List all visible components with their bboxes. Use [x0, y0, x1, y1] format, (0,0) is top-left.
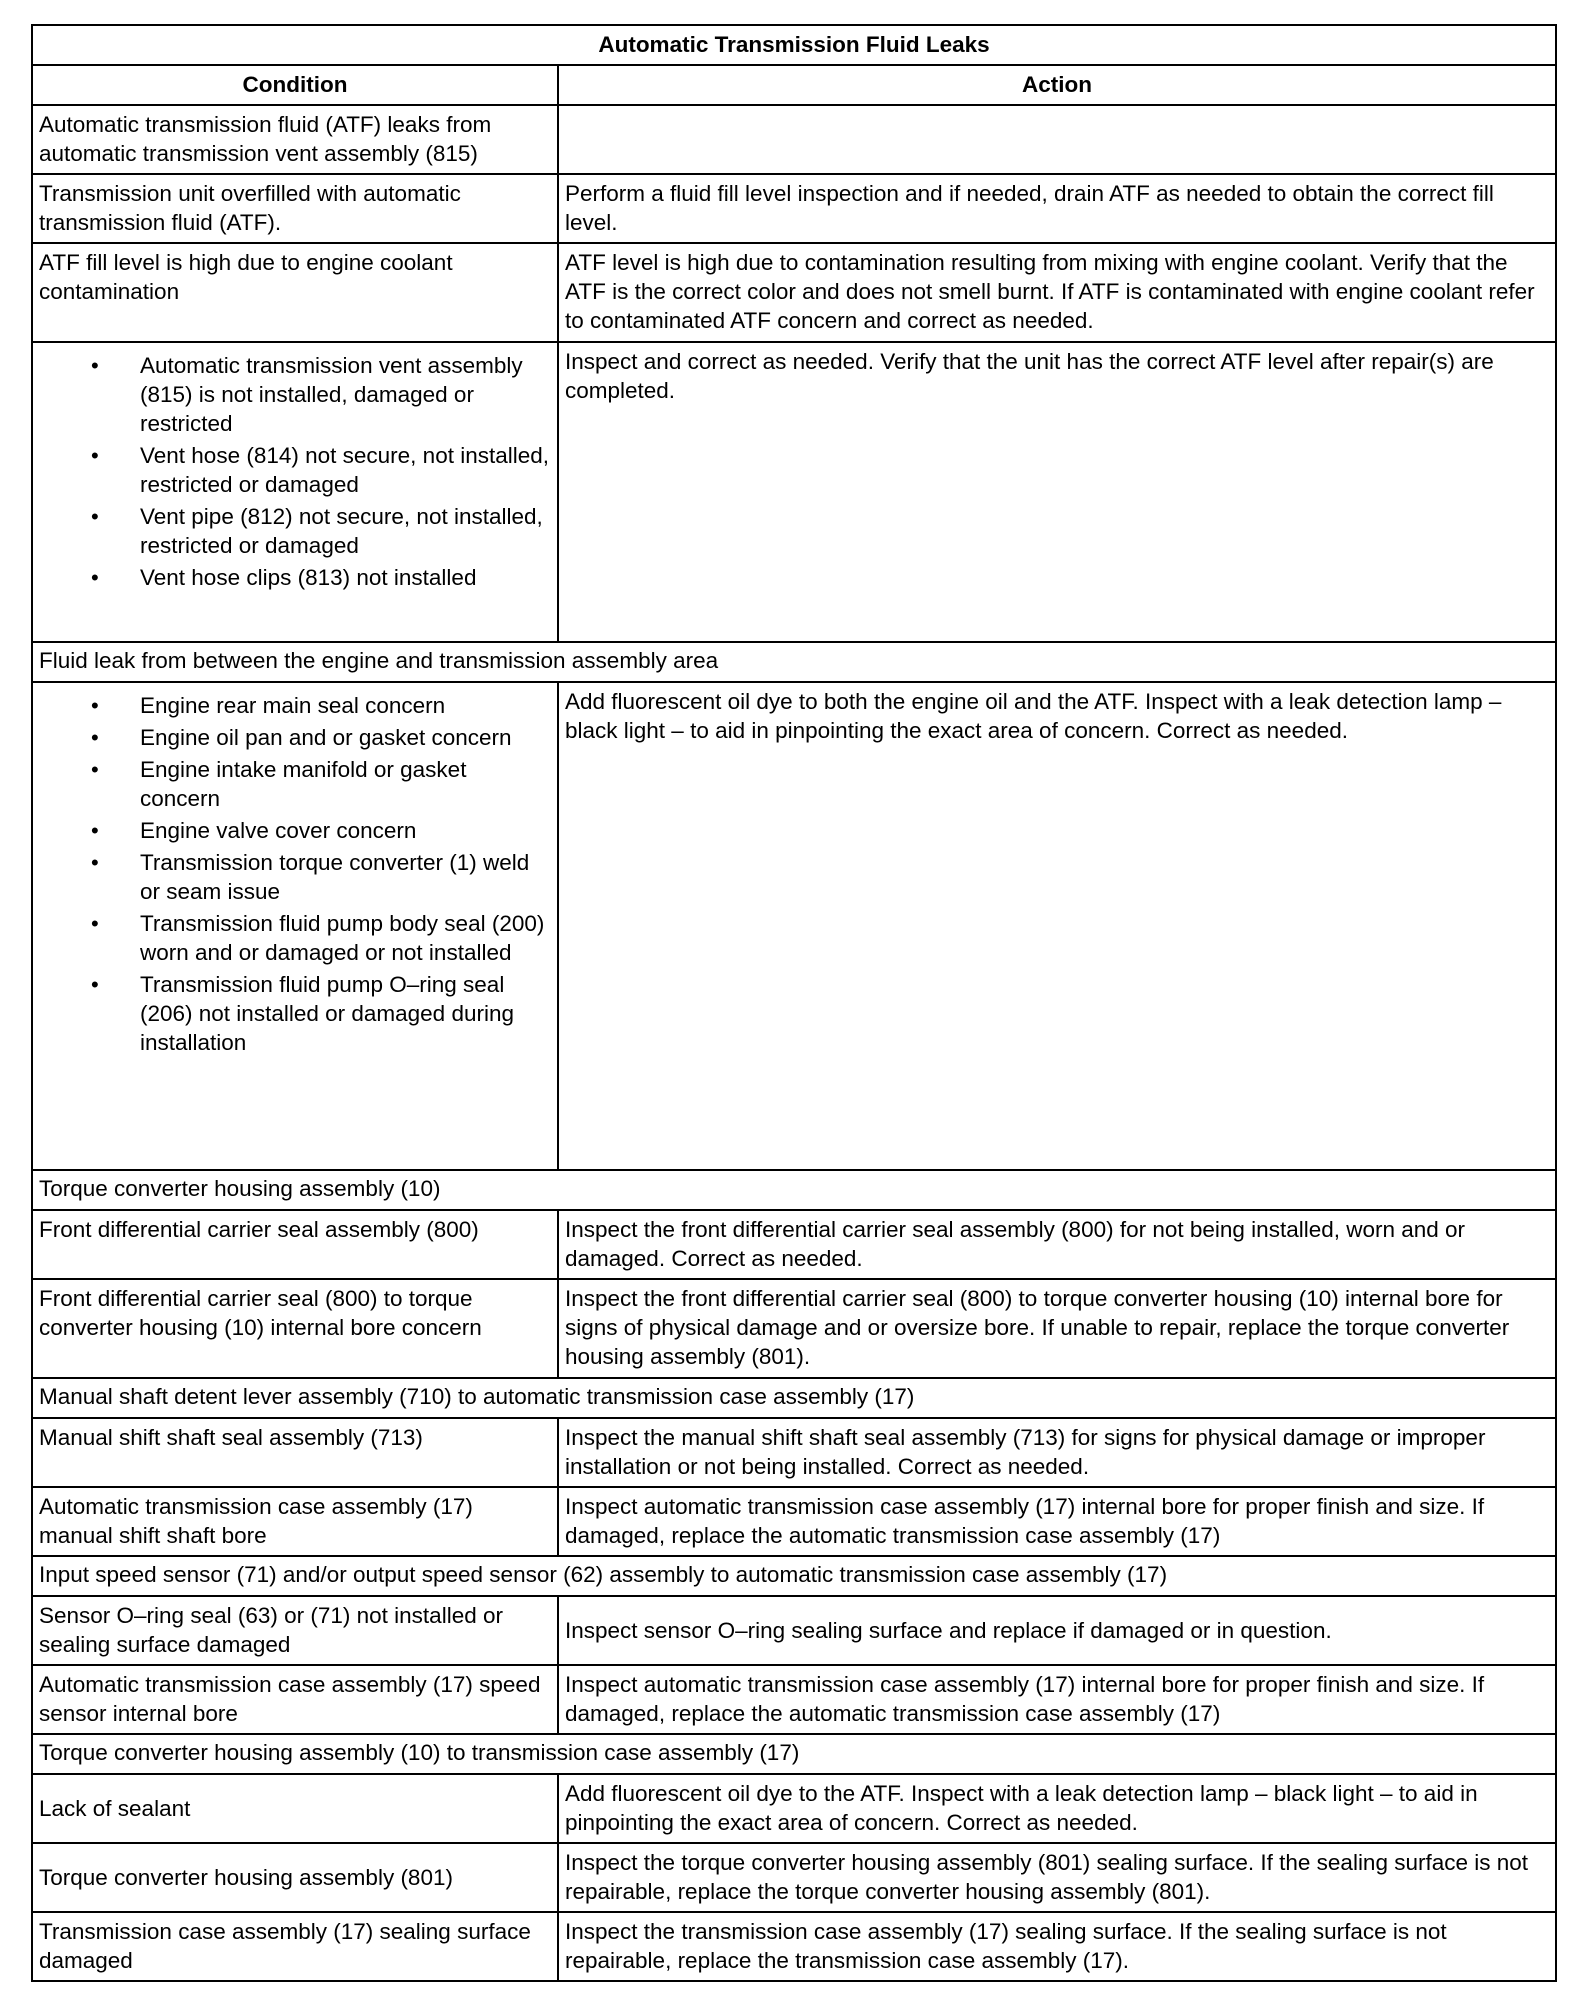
table-row — [32, 1665, 1556, 1734]
table-row — [32, 1210, 1556, 1279]
action-cell: ATF level is high due to contamination resulting from mixing with engine coolant. Verify that the ATF is the correct color and does not smell burnt. If ATF is contaminated with engine coolant refer to contaminated ATF concern and correct as needed. — [558, 243, 1556, 342]
condition-cell: Front differential carrier seal (800) to torque converter housing (10) internal bore concern — [32, 1279, 558, 1378]
table-row — [32, 243, 1556, 342]
list-item: • Vent hose (814) not secure, not installed, restricted or damaged — [39, 441, 551, 499]
table-row — [32, 1843, 1556, 1912]
condition-cell: ATF fill level is high due to engine coolant contamination — [32, 243, 558, 342]
section-row — [32, 1170, 1556, 1210]
action-cell: Inspect the front differential carrier seal assembly (800) for not being installed, worn and or damaged. Correct as needed. — [558, 1210, 1556, 1279]
list-item: • Vent pipe (812) not secure, not installed, restricted or damaged — [39, 502, 551, 560]
list-item: • Transmission torque converter (1) weld or seam issue — [39, 848, 551, 906]
condition-cell: Automatic transmission case assembly (17) manual shift shaft bore — [32, 1487, 558, 1556]
section-heading: Torque converter housing assembly (10) to transmission case assembly (17) — [32, 1734, 1556, 1774]
condition-cell: Automatic transmission fluid (ATF) leaks from automatic transmission vent assembly (815) — [32, 105, 558, 174]
action-cell: Perform a fluid fill level inspection and if needed, drain ATF as needed to obtain the correct fill level. — [558, 174, 1556, 243]
table-row — [32, 1418, 1556, 1487]
condition-cell: Manual shift shaft seal assembly (713) — [32, 1418, 558, 1487]
list-item: • Engine rear main seal concern — [39, 691, 551, 720]
action-cell: Inspect the torque converter housing assembly (801) sealing surface. If the sealing surface is not repairable, replace the torque converter housing assembly (801). — [558, 1843, 1556, 1912]
action-cell: Add fluorescent oil dye to both the engine oil and the ATF. Inspect with a leak detection lamp – black light – to aid in pinpointing the exact area of concern. Correct as needed. — [558, 682, 1556, 1170]
action-cell: Inspect the transmission case assembly (17) sealing surface. If the sealing surface is not repairable, replace the transmission case assembly (17). — [558, 1912, 1556, 1981]
table-row — [32, 1774, 1556, 1843]
condition-cell: Lack of sealant — [32, 1774, 558, 1843]
action-cell — [558, 105, 1556, 174]
condition-header: Condition — [32, 65, 558, 105]
action-cell: Inspect sensor O–ring sealing surface and replace if damaged or in question. — [558, 1596, 1556, 1665]
section-heading: Torque converter housing assembly (10) — [32, 1170, 1556, 1210]
list-item: • Engine intake manifold or gasket concern — [39, 755, 551, 813]
condition-cell: Front differential carrier seal assembly (800) — [32, 1210, 558, 1279]
table-row — [32, 1596, 1556, 1665]
list-item: • Engine oil pan and or gasket concern — [39, 723, 551, 752]
table-row — [32, 1487, 1556, 1556]
list-item: • Engine valve cover concern — [39, 816, 551, 845]
section-heading: Input speed sensor (71) and/or output speed sensor (62) assembly to automatic transmission case assembly (17) — [32, 1556, 1556, 1596]
section-row — [32, 1734, 1556, 1774]
section-heading: Manual shaft detent lever assembly (710) to automatic transmission case assembly (17) — [32, 1378, 1556, 1418]
section-row — [32, 642, 1556, 682]
condition-cell: Transmission case assembly (17) sealing surface damaged — [32, 1912, 558, 1981]
header-row — [32, 65, 1556, 105]
condition-cell — [32, 682, 558, 1170]
action-cell: Add fluorescent oil dye to the ATF. Inspect with a leak detection lamp – black light – to aid in pinpointing the exact area of concern. Correct as needed. — [558, 1774, 1556, 1843]
table-title-row — [32, 25, 1556, 65]
list-item: • Transmission fluid pump O–ring seal (206) not installed or damaged during installation — [39, 970, 551, 1057]
condition-cell: Transmission unit overfilled with automatic transmission fluid (ATF). — [32, 174, 558, 243]
list-item: • Vent hose clips (813) not installed — [39, 563, 551, 592]
condition-cell — [32, 342, 558, 642]
table-title: Automatic Transmission Fluid Leaks — [32, 25, 1556, 65]
table-row — [32, 1279, 1556, 1378]
table-row — [32, 105, 1556, 174]
document — [31, 24, 1555, 1982]
table-row — [32, 174, 1556, 243]
condition-bullet-list — [39, 691, 551, 1057]
section-row — [32, 1378, 1556, 1418]
table-row — [32, 682, 1556, 1170]
condition-cell: Torque converter housing assembly (801) — [32, 1843, 558, 1912]
section-heading: Fluid leak from between the engine and transmission assembly area — [32, 642, 1556, 682]
action-cell: Inspect automatic transmission case assembly (17) internal bore for proper finish and size. If damaged, replace the automatic transmission case assembly (17) — [558, 1487, 1556, 1556]
action-cell: Inspect automatic transmission case assembly (17) internal bore for proper finish and size. If damaged, replace the automatic transmission case assembly (17) — [558, 1665, 1556, 1734]
action-cell: Inspect the manual shift shaft seal assembly (713) for signs for physical damage or improper installation or not being installed. Correct as needed. — [558, 1418, 1556, 1487]
action-cell: Inspect the front differential carrier seal (800) to torque converter housing (10) internal bore for signs of physical damage and or oversize bore. If unable to repair, replace the torque converter housing assembly (801). — [558, 1279, 1556, 1378]
action-header: Action — [558, 65, 1556, 105]
condition-cell: Sensor O–ring seal (63) or (71) not installed or sealing surface damaged — [32, 1596, 558, 1665]
list-item: • Transmission fluid pump body seal (200) worn and or damaged or not installed — [39, 909, 551, 967]
action-cell: Inspect and correct as needed. Verify that the unit has the correct ATF level after repair(s) are completed. — [558, 342, 1556, 642]
condition-bullet-list — [39, 351, 551, 592]
list-item: • Automatic transmission vent assembly (815) is not installed, damaged or restricted — [39, 351, 551, 438]
table-row — [32, 342, 1556, 642]
table-row — [32, 1912, 1556, 1981]
section-row — [32, 1556, 1556, 1596]
condition-cell: Automatic transmission case assembly (17) speed sensor internal bore — [32, 1665, 558, 1734]
atf-leaks-table — [31, 24, 1557, 1982]
